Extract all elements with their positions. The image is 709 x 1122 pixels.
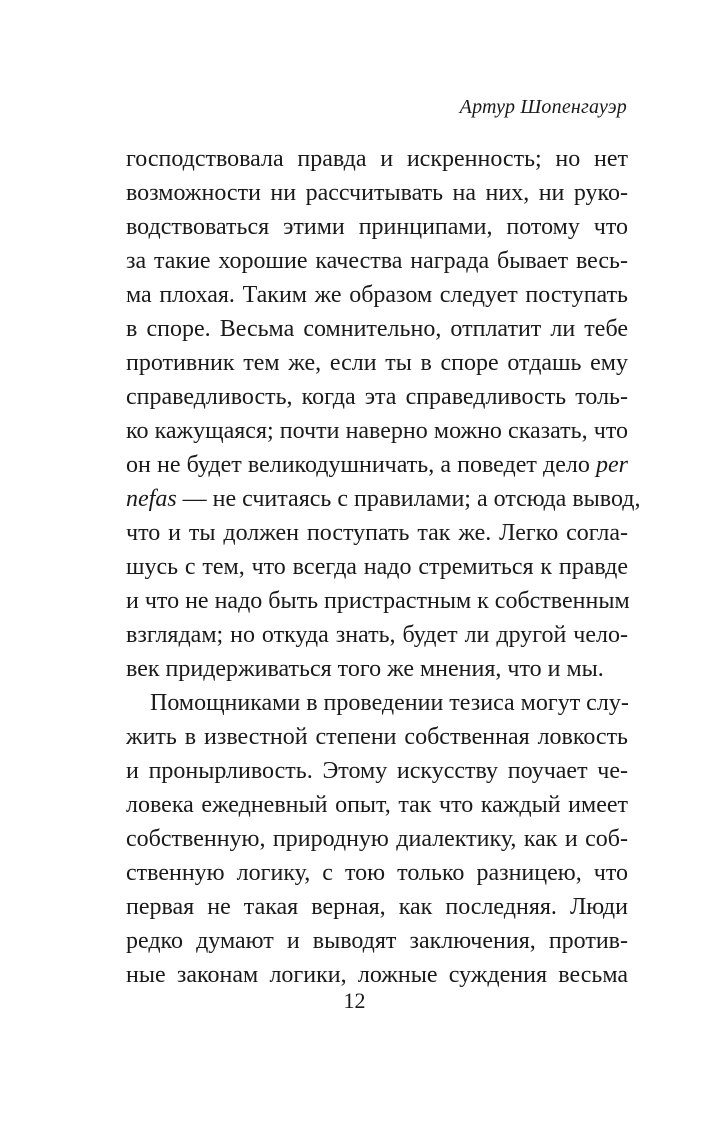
text-line (126, 482, 641, 516)
text-line: что и ты должен поступать так же. Легко согла- (126, 520, 628, 546)
latin-phrase-nefas: nefas (126, 486, 177, 512)
text-line: противник тем же, если ты в споре отдашь ему (126, 350, 628, 376)
text-line: ко кажущаяся; почти наверно можно сказать, что (126, 418, 628, 444)
text-line: шусь с тем, что всегда надо стремиться к правде (126, 554, 628, 580)
text-line: ственную логику, с тою только разницею, что (126, 860, 628, 886)
text-line: ловека ежедневный опыт, так что каждый имеет (126, 792, 628, 818)
text-line: редко думают и выводят заключения, против- (126, 928, 628, 954)
text-line: возможности ни рассчитывать на них, ни руко- (126, 180, 628, 206)
text-line: водствоваться этими принципами, потому что (126, 214, 628, 240)
text-line: Помощниками в проведении тезиса могут слу- (150, 690, 629, 716)
text-line: справедливость, когда эта справедливость толь- (126, 384, 628, 410)
text-line: первая не такая верная, как последняя. Люди (126, 894, 628, 920)
running-head: Артур Шопенгауэр (459, 96, 627, 118)
text-line: собственную, природную диалектику, как и соб- (126, 826, 628, 852)
text-segment: он не будет великодушничать, а поведет дело (126, 452, 596, 478)
page-number: 12 (343, 988, 366, 1013)
text-line: ные законам логики, ложные суждения весьма (126, 962, 628, 988)
text-line: взглядам; но откуда знать, будет ли другой чело- (126, 622, 628, 648)
text-line: и пронырливость. Этому искусству поучает че- (126, 758, 628, 784)
text-segment: — не считаясь с правилами; а отсюда вывод, (176, 486, 641, 512)
latin-phrase-per: per (596, 452, 628, 478)
text-line: в споре. Весьма сомнительно, отплатит ли тебе (126, 316, 628, 342)
text-line: жить в известной степени собственная ловкость (126, 724, 628, 750)
text-line: ма плохая. Таким же образом следует поступать (126, 282, 628, 308)
body-text (126, 142, 641, 992)
text-line: господствовала правда и искренность; но нет (126, 146, 628, 172)
text-line: век придерживаться того же мнения, что и мы. (126, 656, 604, 682)
text-line (126, 448, 628, 482)
text-line: за такие хорошие качества награда бывает весь- (126, 248, 628, 274)
text-line: и что не надо быть пристрастным к собственным (126, 588, 630, 614)
